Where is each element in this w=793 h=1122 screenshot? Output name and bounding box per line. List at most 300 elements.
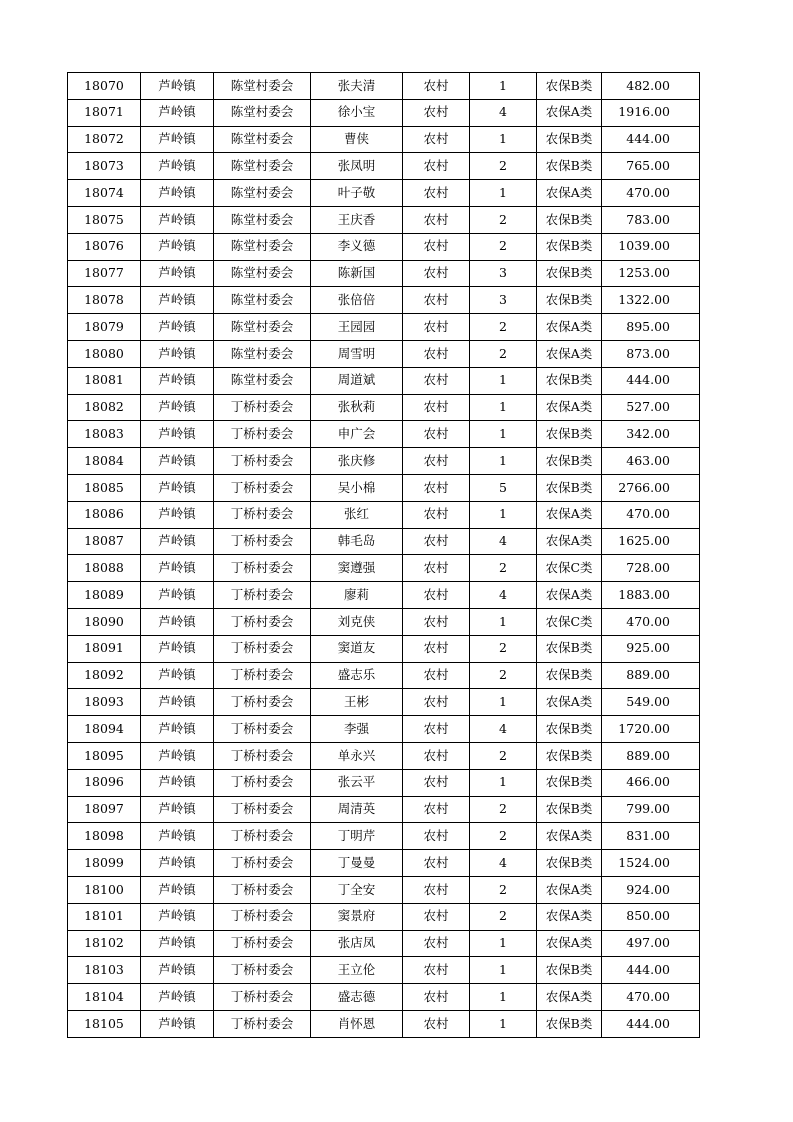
town-cell: 芦岭镇	[141, 99, 214, 126]
town-cell: 芦岭镇	[141, 180, 214, 207]
amount-cell: 873.00	[602, 340, 700, 367]
name-cell: 张店凤	[311, 930, 403, 957]
household-size-cell: 2	[470, 823, 537, 850]
household-size-cell: 1	[470, 957, 537, 984]
amount-cell: 463.00	[602, 448, 700, 475]
household-size-cell: 2	[470, 340, 537, 367]
serial-number-cell: 18095	[68, 742, 141, 769]
town-cell: 芦岭镇	[141, 501, 214, 528]
household-size-cell: 1	[470, 501, 537, 528]
table-row	[68, 796, 700, 823]
town-cell: 芦岭镇	[141, 716, 214, 743]
household-size-cell: 1	[470, 689, 537, 716]
insurance-category-cell: 农保B类	[537, 850, 602, 877]
serial-number-cell: 18088	[68, 555, 141, 582]
table-row	[68, 206, 700, 233]
area-type-cell: 农村	[403, 73, 470, 100]
name-cell: 盛志德	[311, 984, 403, 1011]
village-committee-cell: 丁桥村委会	[214, 850, 311, 877]
amount-cell: 444.00	[602, 957, 700, 984]
area-type-cell: 农村	[403, 984, 470, 1011]
insurance-category-cell: 农保B类	[537, 421, 602, 448]
amount-cell: 1625.00	[602, 528, 700, 555]
table-row	[68, 394, 700, 421]
household-size-cell: 5	[470, 474, 537, 501]
serial-number-cell: 18102	[68, 930, 141, 957]
village-committee-cell: 丁桥村委会	[214, 903, 311, 930]
table-row	[68, 448, 700, 475]
area-type-cell: 农村	[403, 608, 470, 635]
name-cell: 单永兴	[311, 742, 403, 769]
household-size-cell: 2	[470, 233, 537, 260]
village-committee-cell: 陈堂村委会	[214, 340, 311, 367]
name-cell: 吴小棉	[311, 474, 403, 501]
amount-cell: 482.00	[602, 73, 700, 100]
town-cell: 芦岭镇	[141, 742, 214, 769]
table-row	[68, 823, 700, 850]
name-cell: 叶子敬	[311, 180, 403, 207]
household-size-cell: 2	[470, 314, 537, 341]
serial-number-cell: 18085	[68, 474, 141, 501]
town-cell: 芦岭镇	[141, 769, 214, 796]
name-cell: 陈新国	[311, 260, 403, 287]
area-type-cell: 农村	[403, 474, 470, 501]
village-committee-cell: 丁桥村委会	[214, 823, 311, 850]
amount-cell: 1322.00	[602, 287, 700, 314]
table-row	[68, 153, 700, 180]
town-cell: 芦岭镇	[141, 850, 214, 877]
household-size-cell: 2	[470, 555, 537, 582]
village-committee-cell: 陈堂村委会	[214, 73, 311, 100]
table-row	[68, 635, 700, 662]
town-cell: 芦岭镇	[141, 367, 214, 394]
town-cell: 芦岭镇	[141, 287, 214, 314]
insurance-category-cell: 农保A类	[537, 528, 602, 555]
name-cell: 丁明芹	[311, 823, 403, 850]
insurance-category-cell: 农保C类	[537, 555, 602, 582]
household-size-cell: 2	[470, 742, 537, 769]
amount-cell: 549.00	[602, 689, 700, 716]
table-row	[68, 180, 700, 207]
area-type-cell: 农村	[403, 876, 470, 903]
serial-number-cell: 18080	[68, 340, 141, 367]
amount-cell: 470.00	[602, 180, 700, 207]
insurance-category-cell: 农保B类	[537, 716, 602, 743]
insurance-category-cell: 农保B类	[537, 474, 602, 501]
village-committee-cell: 丁桥村委会	[214, 421, 311, 448]
town-cell: 芦岭镇	[141, 635, 214, 662]
table-row	[68, 126, 700, 153]
town-cell: 芦岭镇	[141, 340, 214, 367]
village-committee-cell: 陈堂村委会	[214, 180, 311, 207]
insurance-category-cell: 农保B类	[537, 287, 602, 314]
town-cell: 芦岭镇	[141, 608, 214, 635]
amount-cell: 444.00	[602, 367, 700, 394]
household-size-cell: 1	[470, 1010, 537, 1037]
insurance-category-cell: 农保A类	[537, 582, 602, 609]
village-committee-cell: 丁桥村委会	[214, 474, 311, 501]
table-row	[68, 1010, 700, 1037]
name-cell: 周道斌	[311, 367, 403, 394]
area-type-cell: 农村	[403, 850, 470, 877]
amount-cell: 1524.00	[602, 850, 700, 877]
amount-cell: 444.00	[602, 126, 700, 153]
area-type-cell: 农村	[403, 99, 470, 126]
name-cell: 申广会	[311, 421, 403, 448]
serial-number-cell: 18094	[68, 716, 141, 743]
name-cell: 王园园	[311, 314, 403, 341]
village-committee-cell: 陈堂村委会	[214, 314, 311, 341]
household-size-cell: 4	[470, 850, 537, 877]
area-type-cell: 农村	[403, 153, 470, 180]
table-row	[68, 528, 700, 555]
area-type-cell: 农村	[403, 635, 470, 662]
table-row	[68, 850, 700, 877]
household-size-cell: 1	[470, 73, 537, 100]
table-row	[68, 957, 700, 984]
town-cell: 芦岭镇	[141, 689, 214, 716]
name-cell: 张红	[311, 501, 403, 528]
area-type-cell: 农村	[403, 260, 470, 287]
town-cell: 芦岭镇	[141, 1010, 214, 1037]
insurance-category-cell: 农保A类	[537, 823, 602, 850]
insurance-category-cell: 农保B类	[537, 260, 602, 287]
town-cell: 芦岭镇	[141, 582, 214, 609]
household-size-cell: 2	[470, 153, 537, 180]
insurance-category-cell: 农保A类	[537, 340, 602, 367]
area-type-cell: 农村	[403, 689, 470, 716]
amount-cell: 2766.00	[602, 474, 700, 501]
household-size-cell: 1	[470, 608, 537, 635]
insurance-category-cell: 农保B类	[537, 662, 602, 689]
insurance-category-cell: 农保B类	[537, 73, 602, 100]
town-cell: 芦岭镇	[141, 474, 214, 501]
name-cell: 周清英	[311, 796, 403, 823]
serial-number-cell: 18104	[68, 984, 141, 1011]
household-size-cell: 2	[470, 796, 537, 823]
area-type-cell: 农村	[403, 528, 470, 555]
amount-cell: 1039.00	[602, 233, 700, 260]
serial-number-cell: 18105	[68, 1010, 141, 1037]
area-type-cell: 农村	[403, 501, 470, 528]
serial-number-cell: 18098	[68, 823, 141, 850]
village-committee-cell: 丁桥村委会	[214, 930, 311, 957]
village-committee-cell: 陈堂村委会	[214, 367, 311, 394]
village-committee-cell: 丁桥村委会	[214, 769, 311, 796]
table-row	[68, 930, 700, 957]
village-committee-cell: 丁桥村委会	[214, 394, 311, 421]
name-cell: 曹侠	[311, 126, 403, 153]
amount-cell: 728.00	[602, 555, 700, 582]
amount-cell: 466.00	[602, 769, 700, 796]
village-committee-cell: 丁桥村委会	[214, 716, 311, 743]
name-cell: 张倍倍	[311, 287, 403, 314]
serial-number-cell: 18082	[68, 394, 141, 421]
household-size-cell: 4	[470, 716, 537, 743]
area-type-cell: 农村	[403, 582, 470, 609]
serial-number-cell: 18077	[68, 260, 141, 287]
insurance-category-cell: 农保B类	[537, 233, 602, 260]
area-type-cell: 农村	[403, 448, 470, 475]
household-size-cell: 1	[470, 448, 537, 475]
household-size-cell: 4	[470, 582, 537, 609]
amount-cell: 889.00	[602, 742, 700, 769]
table-row	[68, 260, 700, 287]
area-type-cell: 农村	[403, 367, 470, 394]
village-committee-cell: 陈堂村委会	[214, 233, 311, 260]
town-cell: 芦岭镇	[141, 930, 214, 957]
table-row	[68, 501, 700, 528]
insurance-category-cell: 农保A类	[537, 180, 602, 207]
town-cell: 芦岭镇	[141, 662, 214, 689]
town-cell: 芦岭镇	[141, 957, 214, 984]
serial-number-cell: 18096	[68, 769, 141, 796]
insurance-category-cell: 农保B类	[537, 769, 602, 796]
table-row	[68, 421, 700, 448]
area-type-cell: 农村	[403, 662, 470, 689]
amount-cell: 924.00	[602, 876, 700, 903]
village-committee-cell: 丁桥村委会	[214, 635, 311, 662]
household-size-cell: 1	[470, 984, 537, 1011]
area-type-cell: 农村	[403, 716, 470, 743]
table-row	[68, 662, 700, 689]
name-cell: 窦遵强	[311, 555, 403, 582]
name-cell: 张云平	[311, 769, 403, 796]
insurance-category-cell: 农保B类	[537, 126, 602, 153]
insurance-category-cell: 农保A类	[537, 930, 602, 957]
serial-number-cell: 18097	[68, 796, 141, 823]
household-size-cell: 4	[470, 528, 537, 555]
amount-cell: 765.00	[602, 153, 700, 180]
village-committee-cell: 丁桥村委会	[214, 796, 311, 823]
amount-cell: 497.00	[602, 930, 700, 957]
serial-number-cell: 18076	[68, 233, 141, 260]
name-cell: 周雪明	[311, 340, 403, 367]
name-cell: 盛志乐	[311, 662, 403, 689]
serial-number-cell: 18103	[68, 957, 141, 984]
insurance-category-cell: 农保B类	[537, 1010, 602, 1037]
village-committee-cell: 陈堂村委会	[214, 260, 311, 287]
household-size-cell: 2	[470, 662, 537, 689]
area-type-cell: 农村	[403, 233, 470, 260]
table-body	[68, 73, 700, 1038]
insurance-category-cell: 农保A类	[537, 876, 602, 903]
amount-cell: 1253.00	[602, 260, 700, 287]
household-size-cell: 2	[470, 206, 537, 233]
table-row	[68, 555, 700, 582]
insurance-category-cell: 农保B类	[537, 153, 602, 180]
amount-cell: 831.00	[602, 823, 700, 850]
name-cell: 张凤明	[311, 153, 403, 180]
household-size-cell: 1	[470, 421, 537, 448]
table-row	[68, 314, 700, 341]
table-row	[68, 769, 700, 796]
serial-number-cell: 18092	[68, 662, 141, 689]
name-cell: 廖莉	[311, 582, 403, 609]
name-cell: 韩毛岛	[311, 528, 403, 555]
area-type-cell: 农村	[403, 796, 470, 823]
town-cell: 芦岭镇	[141, 206, 214, 233]
town-cell: 芦岭镇	[141, 260, 214, 287]
table-row	[68, 876, 700, 903]
town-cell: 芦岭镇	[141, 796, 214, 823]
household-size-cell: 1	[470, 394, 537, 421]
insurance-category-cell: 农保A类	[537, 501, 602, 528]
area-type-cell: 农村	[403, 823, 470, 850]
name-cell: 张庆修	[311, 448, 403, 475]
name-cell: 王立伦	[311, 957, 403, 984]
household-size-cell: 1	[470, 367, 537, 394]
village-committee-cell: 丁桥村委会	[214, 448, 311, 475]
household-size-cell: 1	[470, 126, 537, 153]
serial-number-cell: 18099	[68, 850, 141, 877]
serial-number-cell: 18073	[68, 153, 141, 180]
name-cell: 徐小宝	[311, 99, 403, 126]
serial-number-cell: 18081	[68, 367, 141, 394]
area-type-cell: 农村	[403, 180, 470, 207]
area-type-cell: 农村	[403, 930, 470, 957]
serial-number-cell: 18090	[68, 608, 141, 635]
town-cell: 芦岭镇	[141, 314, 214, 341]
village-committee-cell: 丁桥村委会	[214, 1010, 311, 1037]
name-cell: 王彬	[311, 689, 403, 716]
town-cell: 芦岭镇	[141, 555, 214, 582]
roster-table	[67, 72, 700, 1038]
amount-cell: 783.00	[602, 206, 700, 233]
town-cell: 芦岭镇	[141, 153, 214, 180]
town-cell: 芦岭镇	[141, 448, 214, 475]
village-committee-cell: 丁桥村委会	[214, 689, 311, 716]
name-cell: 李强	[311, 716, 403, 743]
serial-number-cell: 18086	[68, 501, 141, 528]
area-type-cell: 农村	[403, 340, 470, 367]
table-row	[68, 99, 700, 126]
name-cell: 刘克侠	[311, 608, 403, 635]
household-size-cell: 3	[470, 260, 537, 287]
village-committee-cell: 陈堂村委会	[214, 206, 311, 233]
name-cell: 张夫清	[311, 73, 403, 100]
area-type-cell: 农村	[403, 769, 470, 796]
amount-cell: 470.00	[602, 608, 700, 635]
area-type-cell: 农村	[403, 957, 470, 984]
insurance-category-cell: 农保B类	[537, 635, 602, 662]
village-committee-cell: 陈堂村委会	[214, 99, 311, 126]
amount-cell: 1720.00	[602, 716, 700, 743]
name-cell: 窦道友	[311, 635, 403, 662]
table-row	[68, 340, 700, 367]
insurance-category-cell: 农保B类	[537, 742, 602, 769]
amount-cell: 850.00	[602, 903, 700, 930]
household-size-cell: 2	[470, 876, 537, 903]
household-size-cell: 4	[470, 99, 537, 126]
table-row	[68, 689, 700, 716]
serial-number-cell: 18084	[68, 448, 141, 475]
table-row	[68, 903, 700, 930]
insurance-category-cell: 农保A类	[537, 99, 602, 126]
village-committee-cell: 丁桥村委会	[214, 742, 311, 769]
village-committee-cell: 丁桥村委会	[214, 876, 311, 903]
area-type-cell: 农村	[403, 1010, 470, 1037]
table-row	[68, 287, 700, 314]
area-type-cell: 农村	[403, 126, 470, 153]
serial-number-cell: 18100	[68, 876, 141, 903]
name-cell: 窦景府	[311, 903, 403, 930]
town-cell: 芦岭镇	[141, 394, 214, 421]
town-cell: 芦岭镇	[141, 984, 214, 1011]
serial-number-cell: 18074	[68, 180, 141, 207]
village-committee-cell: 陈堂村委会	[214, 126, 311, 153]
table-row	[68, 582, 700, 609]
table-row	[68, 716, 700, 743]
serial-number-cell: 18091	[68, 635, 141, 662]
village-committee-cell: 陈堂村委会	[214, 153, 311, 180]
name-cell: 丁全安	[311, 876, 403, 903]
town-cell: 芦岭镇	[141, 528, 214, 555]
area-type-cell: 农村	[403, 742, 470, 769]
town-cell: 芦岭镇	[141, 421, 214, 448]
village-committee-cell: 丁桥村委会	[214, 984, 311, 1011]
table-row	[68, 73, 700, 100]
area-type-cell: 农村	[403, 555, 470, 582]
village-committee-cell: 丁桥村委会	[214, 528, 311, 555]
serial-number-cell: 18083	[68, 421, 141, 448]
serial-number-cell: 18079	[68, 314, 141, 341]
amount-cell: 527.00	[602, 394, 700, 421]
household-size-cell: 1	[470, 180, 537, 207]
area-type-cell: 农村	[403, 394, 470, 421]
village-committee-cell: 陈堂村委会	[214, 287, 311, 314]
insurance-category-cell: 农保A类	[537, 314, 602, 341]
serial-number-cell: 18072	[68, 126, 141, 153]
village-committee-cell: 丁桥村委会	[214, 662, 311, 689]
town-cell: 芦岭镇	[141, 876, 214, 903]
amount-cell: 470.00	[602, 501, 700, 528]
town-cell: 芦岭镇	[141, 903, 214, 930]
amount-cell: 342.00	[602, 421, 700, 448]
amount-cell: 470.00	[602, 984, 700, 1011]
name-cell: 李义德	[311, 233, 403, 260]
town-cell: 芦岭镇	[141, 126, 214, 153]
serial-number-cell: 18087	[68, 528, 141, 555]
household-size-cell: 1	[470, 930, 537, 957]
serial-number-cell: 18071	[68, 99, 141, 126]
name-cell: 王庆香	[311, 206, 403, 233]
household-size-cell: 2	[470, 635, 537, 662]
amount-cell: 925.00	[602, 635, 700, 662]
town-cell: 芦岭镇	[141, 233, 214, 260]
table-row	[68, 984, 700, 1011]
table-row	[68, 474, 700, 501]
amount-cell: 1883.00	[602, 582, 700, 609]
town-cell: 芦岭镇	[141, 73, 214, 100]
serial-number-cell: 18070	[68, 73, 141, 100]
insurance-category-cell: 农保B类	[537, 957, 602, 984]
household-size-cell: 3	[470, 287, 537, 314]
name-cell: 丁曼曼	[311, 850, 403, 877]
amount-cell: 895.00	[602, 314, 700, 341]
amount-cell: 1916.00	[602, 99, 700, 126]
insurance-category-cell: 农保A类	[537, 394, 602, 421]
village-committee-cell: 丁桥村委会	[214, 608, 311, 635]
amount-cell: 889.00	[602, 662, 700, 689]
table-row	[68, 233, 700, 260]
name-cell: 张秋莉	[311, 394, 403, 421]
insurance-category-cell: 农保B类	[537, 796, 602, 823]
insurance-category-cell: 农保A类	[537, 689, 602, 716]
town-cell: 芦岭镇	[141, 823, 214, 850]
area-type-cell: 农村	[403, 903, 470, 930]
serial-number-cell: 18093	[68, 689, 141, 716]
